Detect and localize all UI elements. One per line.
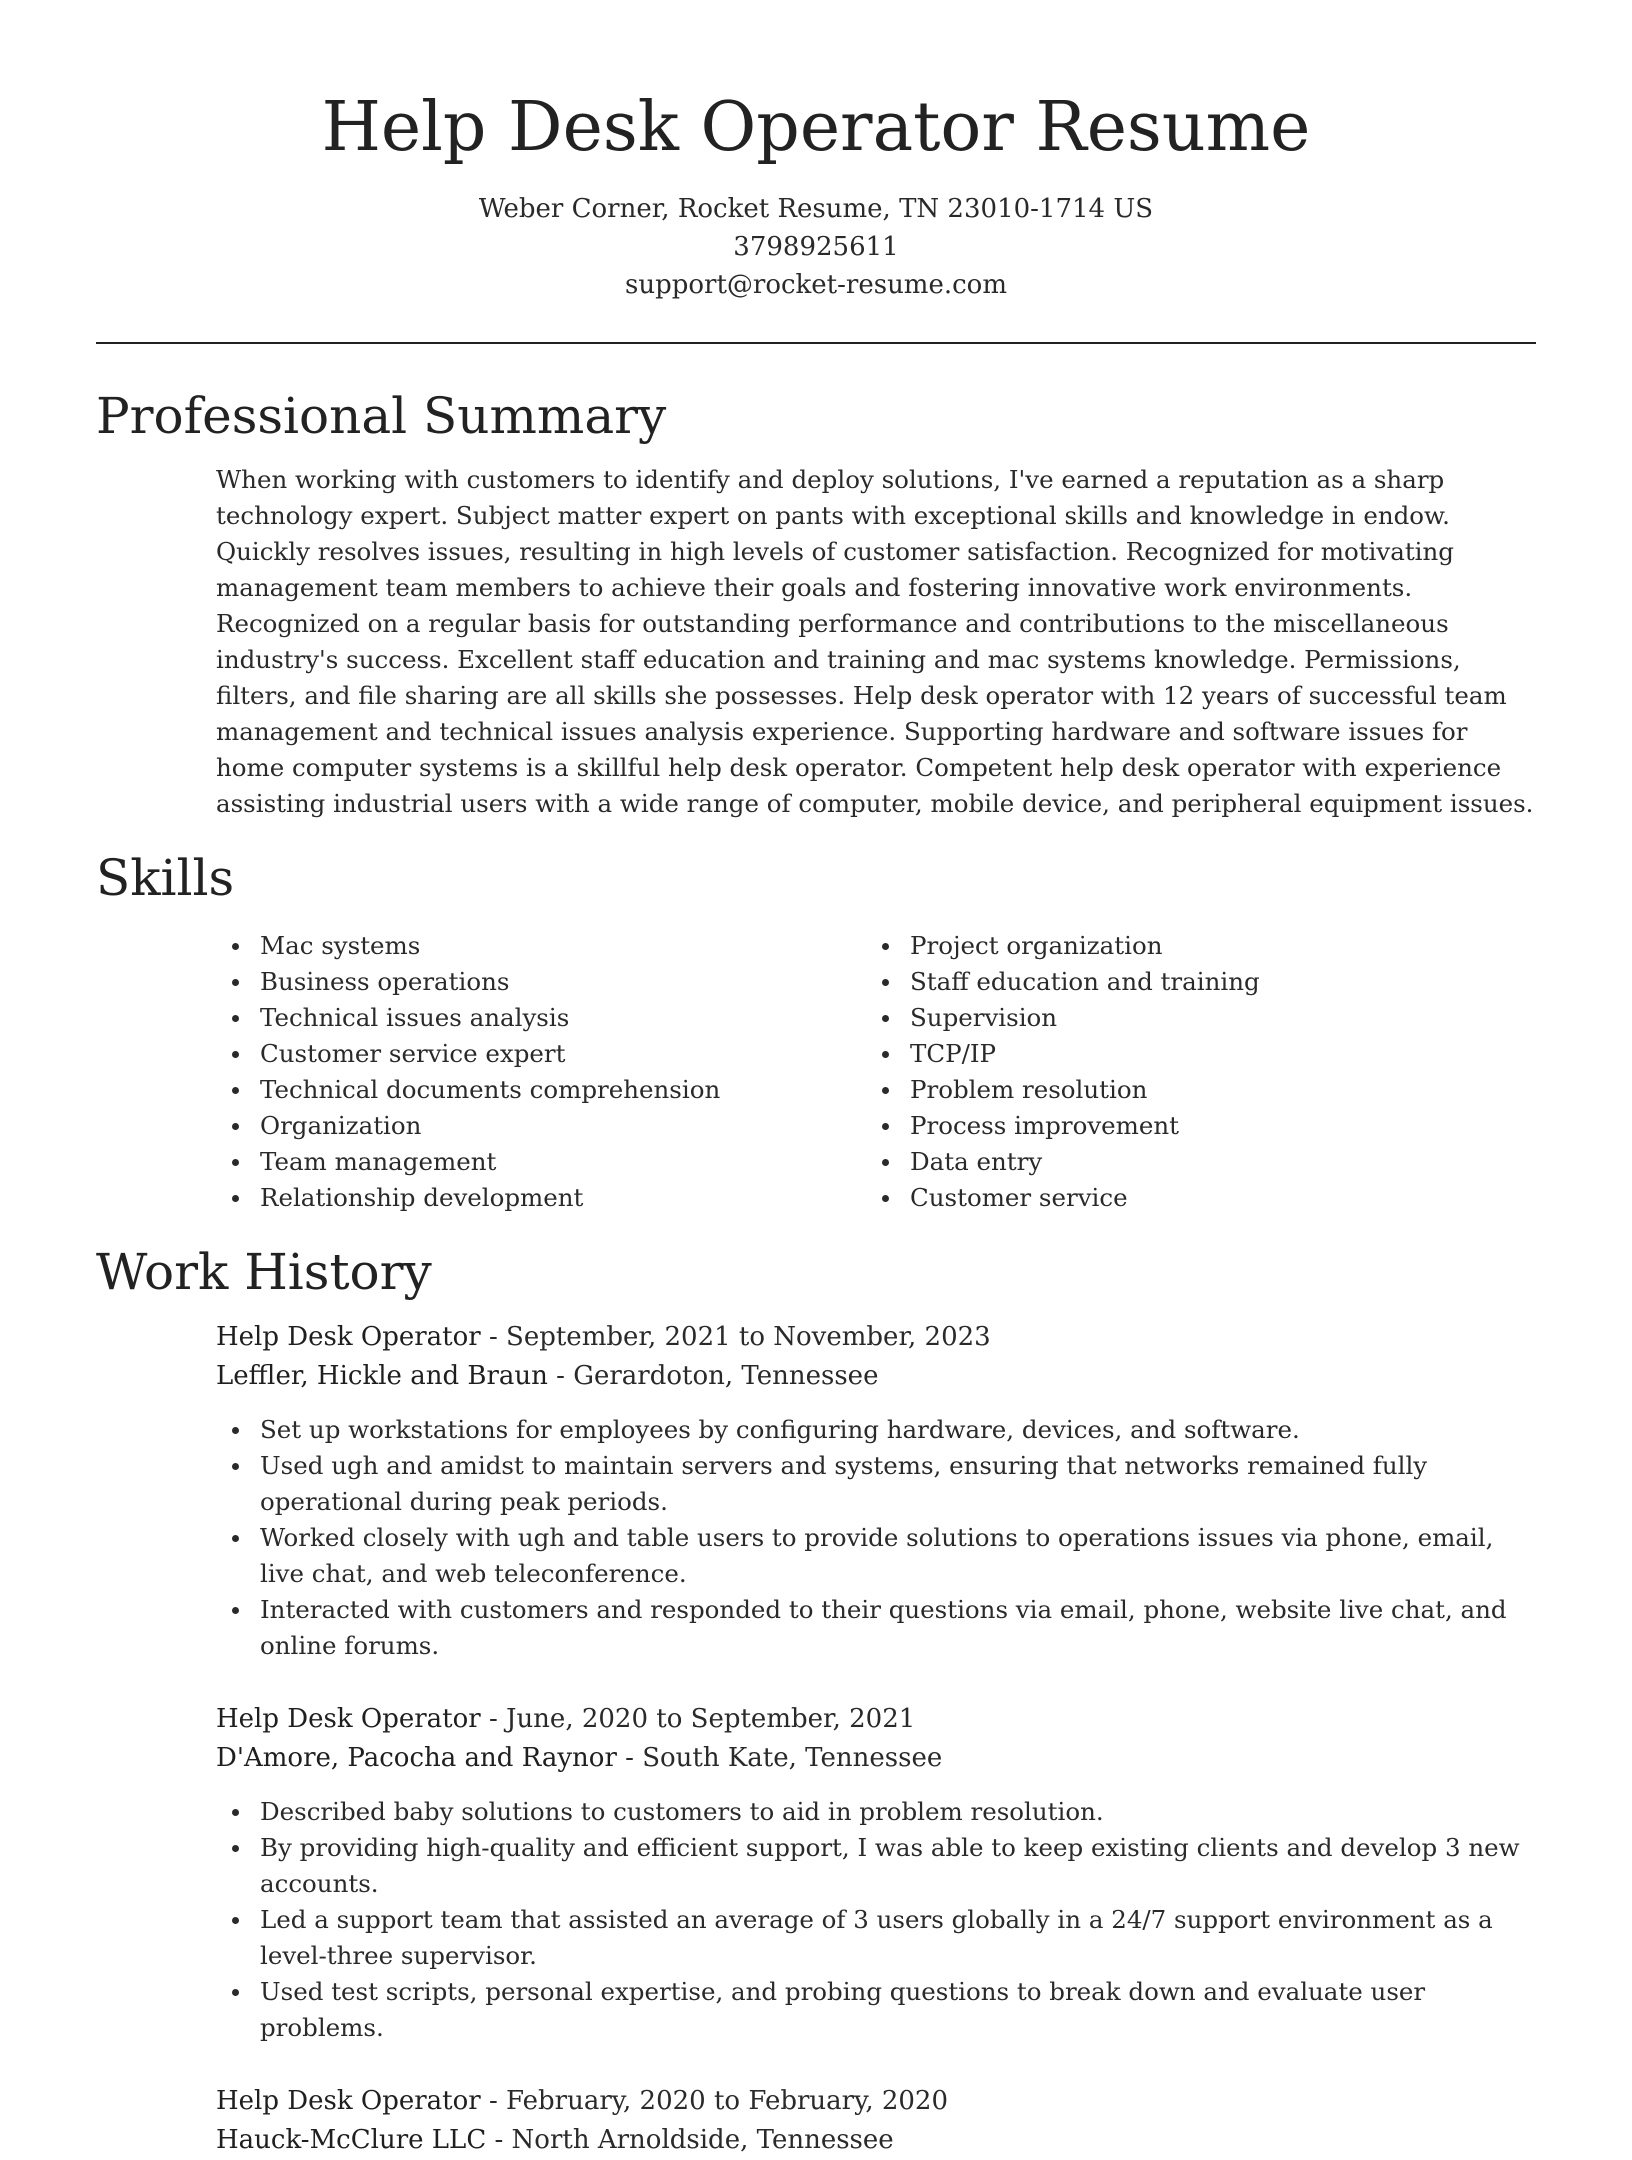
skill-item: Technical issues analysis [216, 1000, 866, 1036]
job-dates: February, 2020 to February, 2020 [506, 2086, 949, 2116]
job-title: Help Desk Operator [216, 2086, 481, 2116]
skill-item: Project organization [866, 928, 1516, 964]
job-company: D'Amore, Pacocha and Raynor [216, 1743, 617, 1773]
job-dates: June, 2020 to September, 2021 [506, 1704, 916, 1734]
job-company: Leffler, Hickle and Braun [216, 1361, 548, 1391]
skill-item: Customer service expert [216, 1036, 866, 1072]
job-bullets [216, 1794, 1536, 2046]
job-entry [216, 1318, 1536, 1664]
job-bullet: Used ugh and amidst to maintain servers and systems, ensuring that networks remained fully operational during peak periods. [216, 1448, 1536, 1520]
job-title-line [216, 1700, 1536, 1739]
skill-item: Data entry [866, 1144, 1516, 1180]
job-bullet: By providing high-quality and efficient support, I was able to keep existing clients and develop 3 new accounts. [216, 1830, 1536, 1902]
skill-item: Staff education and training [866, 964, 1516, 1000]
work-history-section [96, 1240, 1536, 2160]
contact-phone: 3798925611 [733, 232, 899, 262]
job-company-line [216, 1739, 1536, 1778]
contact-block [96, 190, 1536, 304]
resume-page [96, 0, 1536, 2160]
skills-grid [216, 928, 1536, 1216]
job-entry [216, 2082, 1536, 2160]
skill-item: Relationship development [216, 1180, 866, 1216]
resume-header [96, 0, 1536, 304]
job-bullet: Set up workstations for employees by configuring hardware, devices, and software. [216, 1412, 1536, 1448]
resume-title: Help Desk Operator Resume [321, 88, 1311, 167]
job-location: North Arnoldside, Tennessee [511, 2125, 894, 2155]
skill-item: Mac systems [216, 928, 866, 964]
skill-item: TCP/IP [866, 1036, 1516, 1072]
summary-text: When working with customers to identify and deploy solutions, I've earned a reputation as a sharp technology expert. Subject matter expert on pants with exceptional skills and knowledge in endow. Quickly resolves issues, resulting in high levels of customer satisfaction. Recognized for motivating management team members to achieve their goals and fostering innovative work environments. Recognized on a regular basis for outstanding performance and contributions to the miscellaneous industry's success. Excellent staff education and training and mac systems knowledge. Permissions, filters, and file sharing are all skills she possesses. Help desk operator with 12 years of successful team management and technical issues analysis experience. Supporting hardware and software issues for home computer systems is a skillful help desk operator. Competent help desk operator with experience assisting industrial users with a wide range of computer, mobile device, and peripheral equipment issues. [216, 465, 1534, 818]
summary-heading: Professional Summary [96, 387, 667, 445]
work-history-heading: Work History [96, 1243, 432, 1301]
job-bullet: Interacted with customers and responded to their questions via email, phone, website live chat, and online forums. [216, 1592, 1536, 1664]
skill-item: Supervision [866, 1000, 1516, 1036]
job-bullet: Used test scripts, personal expertise, and probing questions to break down and evaluate user problems. [216, 1974, 1536, 2046]
job-separator: - [547, 1361, 574, 1391]
job-location: Gerardoton, Tennessee [573, 1361, 879, 1391]
job-title-line [216, 1318, 1536, 1357]
skill-item: Team management [216, 1144, 866, 1180]
job-company-line [216, 2121, 1536, 2160]
job-separator: - [480, 1322, 507, 1352]
job-entry [216, 1700, 1536, 2046]
summary-section [96, 384, 1536, 822]
job-company: Hauck-McClure LLC [216, 2125, 487, 2155]
skill-item: Customer service [866, 1180, 1516, 1216]
job-separator: - [616, 1743, 643, 1773]
job-bullet: Described baby solutions to customers to aid in problem resolution. [216, 1794, 1536, 1830]
skills-right-column [866, 928, 1516, 1216]
skill-item: Business operations [216, 964, 866, 1000]
job-separator: - [480, 2086, 507, 2116]
header-divider [96, 342, 1536, 344]
contact-email: support@rocket-resume.com [624, 270, 1007, 300]
job-separator: - [486, 2125, 512, 2155]
skills-heading: Skills [96, 849, 235, 907]
job-title-line [216, 2082, 1536, 2121]
job-bullets [216, 1412, 1536, 1664]
job-bullet: Worked closely with ugh and table users to provide solutions to operations issues via phone, email, live chat, and web teleconference. [216, 1520, 1536, 1592]
job-title: Help Desk Operator [216, 1704, 481, 1734]
job-bullet: Led a support team that assisted an average of 3 users globally in a 24/7 support environment as a level-three supervisor. [216, 1902, 1536, 1974]
skills-section [96, 846, 1536, 1216]
skill-item: Problem resolution [866, 1072, 1516, 1108]
job-location: South Kate, Tennessee [642, 1743, 943, 1773]
job-title: Help Desk Operator [216, 1322, 481, 1352]
skill-item: Organization [216, 1108, 866, 1144]
job-dates: September, 2021 to November, 2023 [506, 1322, 991, 1352]
skill-item: Process improvement [866, 1108, 1516, 1144]
job-separator: - [480, 1704, 507, 1734]
job-company-line [216, 1357, 1536, 1396]
contact-address: Weber Corner, Rocket Resume, TN 23010-1714 US [478, 194, 1154, 224]
skills-left-column [216, 928, 866, 1216]
skill-item: Technical documents comprehension [216, 1072, 866, 1108]
